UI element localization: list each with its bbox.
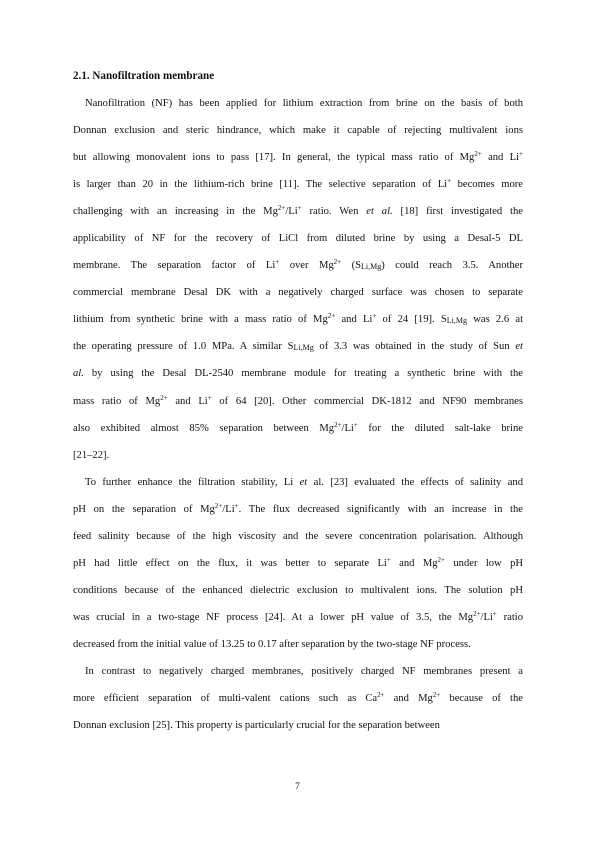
section-heading: 2.1. Nanofiltration membrane <box>73 70 215 82</box>
text-run: lithium from synthetic brine with a mass ratio of Mg <box>73 314 328 326</box>
text-run: . The flux decreased significantly with an increase in the <box>238 503 523 515</box>
text-line <box>73 448 523 475</box>
text-run: the operating pressure of 1.0 MPa. A similar S <box>73 341 294 353</box>
text-line <box>73 204 523 231</box>
text-run: for the diluted salt-lake brine <box>357 422 523 434</box>
italic-text: al. <box>73 368 84 380</box>
text-line <box>73 529 523 556</box>
text-line <box>73 583 523 610</box>
text-run: by using the Desal DL-2540 membrane module for treating a synthetic brine with the <box>83 368 523 380</box>
superscript: 2+ <box>333 258 342 267</box>
text-line <box>73 312 523 339</box>
text-run: challenging with an increasing in the Mg <box>73 206 278 218</box>
text-run: applicability of NF for the recovery of LiCl from diluted brine by using a Desal-5 DL <box>73 233 523 245</box>
text-run: [21–22]. <box>73 449 110 461</box>
text-run: Donnan exclusion [25]. This property is particularly crucial for the separation between <box>73 720 440 732</box>
paragraph <box>73 664 523 745</box>
text-run: al. [23] evaluated the effects of salinity and <box>307 476 523 488</box>
text-run: commercial membrane Desal DK with a negatively charged surface was chosen to separate <box>73 287 523 299</box>
text-run: of 24 [19]. S <box>376 314 447 326</box>
text-run: pH had little effect on the flux, it was better to separate Li <box>73 557 387 569</box>
text-run: also exhibited almost 85% separation between Mg <box>73 422 335 434</box>
superscript: 2+ <box>334 420 342 429</box>
text-run: /Li <box>285 206 298 218</box>
text-line <box>73 691 523 718</box>
superscript: + <box>519 150 523 159</box>
text-line <box>73 637 523 664</box>
text-run: conditions because of the enhanced dielectric exclusion to multivalent ions. The solution pH <box>73 584 523 596</box>
superscript: 2+ <box>474 150 482 159</box>
text-line <box>73 231 523 258</box>
text-line <box>73 718 523 745</box>
text-line <box>73 475 523 502</box>
text-run: but allowing monovalent ions to pass [17]. In general, the typical mass ratio of Mg <box>73 152 475 164</box>
text-line <box>73 177 523 204</box>
text-run: under low pH <box>445 557 524 569</box>
superscript: + <box>447 177 452 186</box>
text-run: is larger than 20 in the lithium-rich brine [11]. The selective separation of Li <box>73 179 448 191</box>
text-run: was 2.6 at <box>467 314 524 326</box>
superscript: 2+ <box>160 393 168 402</box>
body-text <box>73 96 523 745</box>
subscript: Li,Mg <box>446 316 468 326</box>
text-run: Donnan exclusion and steric hindrance, which make it capable of rejecting multivalent ions <box>73 125 523 137</box>
superscript: + <box>275 258 280 267</box>
text-run: membrane. The separation factor of Li <box>73 260 276 272</box>
text-run: ) could reach 3.5. Another <box>381 260 523 272</box>
text-run: ratio <box>496 611 524 623</box>
superscript: 2+ <box>432 691 441 700</box>
text-run: (S <box>341 260 361 272</box>
superscript: + <box>372 312 377 321</box>
text-run: and Li <box>167 395 208 407</box>
text-run: /Li <box>341 422 354 434</box>
text-line <box>73 610 523 637</box>
italic-text: et <box>515 341 523 353</box>
paragraph <box>73 96 523 475</box>
superscript: + <box>297 204 302 213</box>
italic-text: et <box>299 476 308 488</box>
text-run: becomes more <box>451 179 523 191</box>
superscript: + <box>207 393 212 402</box>
text-line <box>73 502 523 529</box>
text-line <box>73 556 523 583</box>
text-run: [18] first investigated the <box>392 206 523 218</box>
paragraph <box>73 475 523 664</box>
text-run: over Mg <box>279 260 334 272</box>
text-run: pH on the separation of Mg <box>73 503 215 515</box>
page-body <box>73 69 523 745</box>
text-run: ratio. Wen <box>301 206 367 218</box>
text-line <box>73 394 523 421</box>
text-run: /Li <box>480 611 493 623</box>
italic-text: et al. <box>366 206 393 218</box>
text-run: and Mg <box>390 557 438 569</box>
text-run: decreased from the initial value of 13.25 to 0.17 after separation by the two-stage NF process. <box>73 638 471 650</box>
text-run: more efficient separation of multi-valent cations such as Ca <box>73 693 378 705</box>
text-run: was crucial in a two-stage NF process [24]. At a lower pH value of 3.5, the Mg <box>73 611 474 623</box>
text-line <box>73 339 523 366</box>
superscript: + <box>353 420 358 429</box>
subscript: Li,Mg <box>360 262 382 272</box>
superscript: + <box>234 501 239 510</box>
text-run: because of the <box>440 693 523 705</box>
text-run: mass ratio of Mg <box>73 395 161 407</box>
text-run: and Li <box>481 152 520 164</box>
text-run: feed salinity because of the high viscosity and the severe concentration polarisation. Although <box>73 530 523 542</box>
superscript: 2+ <box>377 691 385 700</box>
superscript: 2+ <box>327 312 336 321</box>
superscript: + <box>386 555 391 564</box>
superscript: 2+ <box>437 555 445 564</box>
superscript: + <box>492 609 497 618</box>
text-run: To further enhance the filtration stability, Li <box>85 476 300 488</box>
text-line <box>73 150 523 177</box>
text-run: Nanofiltration (NF) has been applied for lithium extraction from brine on the basis of both <box>85 98 523 109</box>
subscript: Li,Mg <box>293 343 314 353</box>
text-line <box>73 123 523 150</box>
text-line <box>73 664 523 691</box>
page-number: 7 <box>295 782 300 792</box>
superscript: 2+ <box>473 609 481 618</box>
text-line <box>73 285 523 312</box>
superscript: 2+ <box>214 501 223 510</box>
superscript: 2+ <box>277 204 286 213</box>
text-line <box>73 258 523 285</box>
text-run: and Li <box>335 314 373 326</box>
text-run: /Li <box>222 503 235 515</box>
text-run: In contrast to negatively charged membranes, positively charged NF membranes present a <box>85 665 523 677</box>
text-run: and Mg <box>384 693 433 705</box>
text-line <box>73 421 523 448</box>
text-run: of 3.3 was obtained in the study of Sun <box>313 341 516 353</box>
text-run: of 64 [20]. Other commercial DK-1812 and NF90 membranes <box>211 395 523 407</box>
text-line <box>73 366 523 393</box>
text-line <box>73 96 523 123</box>
